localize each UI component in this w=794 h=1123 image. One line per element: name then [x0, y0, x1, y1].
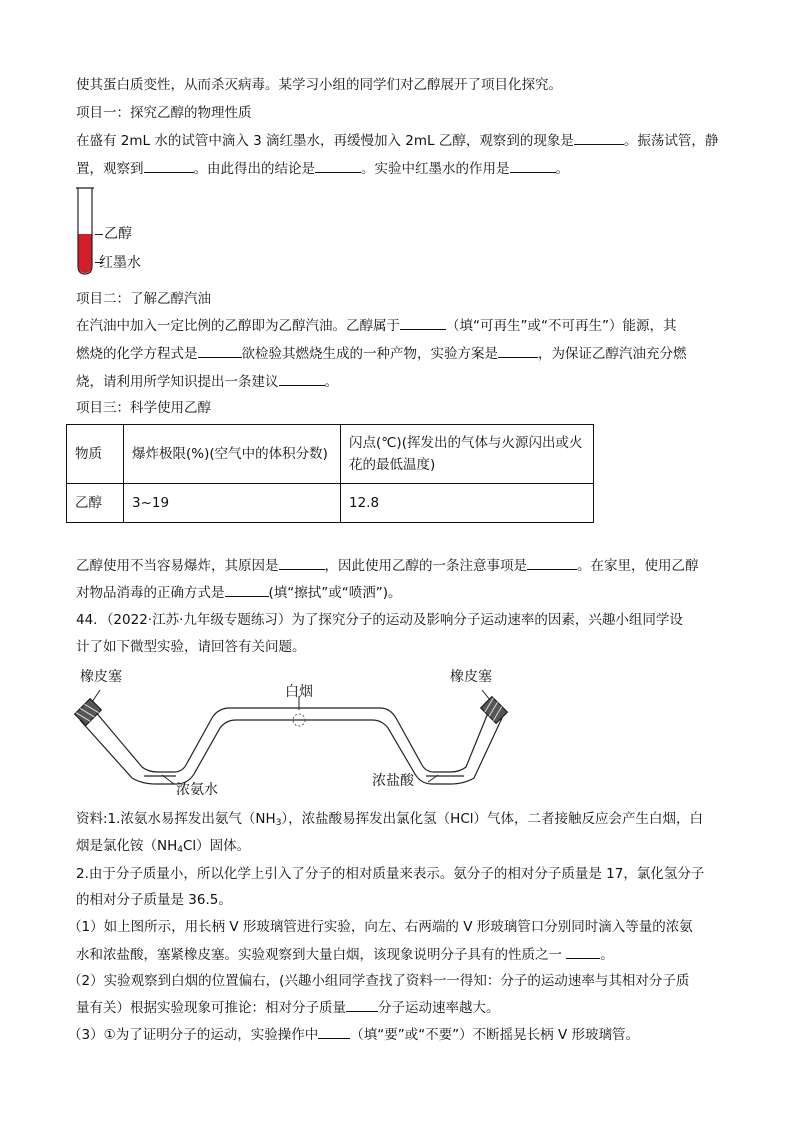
table-cell: 乙醇 — [67, 484, 124, 523]
text: 。由此得出的结论是 — [193, 161, 315, 177]
text: 。在家里，使用乙醇 — [577, 558, 699, 574]
label-ethanol: 乙醇 — [104, 226, 132, 242]
table-cell: 12.8 — [341, 484, 594, 523]
question-44-line-2: 计了如下微型实验，请回答有关问题。 — [76, 639, 306, 655]
answer-blank[interactable] — [279, 371, 325, 386]
info-line-2 — [76, 836, 250, 860]
text: 分子运动速率越大。 — [378, 1000, 500, 1016]
text: 在盛有 2mL 水的试管中滴入 3 滴红墨水，再缓慢加入 2mL 乙醇，观察到的现象是 — [76, 133, 574, 149]
text: （填“要”或“不要”）不断摇晃长柄 V 形玻璃管。 — [350, 1027, 639, 1043]
label-ammonia: 浓氨水 — [176, 782, 218, 798]
project-1-title: 项目一：探究乙醇的物理性质 — [76, 105, 252, 121]
text: 资料:1.浓氨水易挥发出氨气（NH — [76, 811, 276, 827]
paragraph-p2 — [76, 130, 718, 151]
text: 在汽油中加入一定比例的乙醇即为乙醇汽油。乙醇属于 — [76, 318, 400, 334]
table-cell: 闪点(℃)(挥发出的气体与火源闪出或火花的最低温度) — [341, 425, 594, 484]
text: 。 — [555, 161, 569, 177]
table-cell: 爆炸极限(%)(空气中的体积分数) — [124, 425, 341, 484]
pointer-line — [95, 234, 103, 235]
answer-blank[interactable] — [400, 315, 446, 330]
question-44-line-1: 44．（2022·江苏·九年级专题练习）为了探究分子的运动及影响分子运动速率的因素，兴趣小组同学设 — [76, 612, 683, 628]
text: 对物品消毒的正确方式是 — [76, 585, 225, 601]
question-2-line-2 — [76, 997, 500, 1018]
answer-blank[interactable] — [315, 158, 361, 173]
project-3-title: 项目三：科学使用乙醇 — [76, 400, 211, 416]
text: Cl）固体。 — [182, 838, 251, 854]
text: (填“擦拭”或“喷洒”)。 — [268, 585, 402, 601]
text: 。振荡试管，静 — [623, 133, 719, 149]
paragraph-p7 — [76, 555, 699, 576]
stopper-left — [75, 699, 102, 726]
answer-blank[interactable] — [318, 1024, 350, 1039]
answer-blank[interactable] — [279, 555, 325, 570]
paragraph-p3 — [76, 158, 569, 179]
paragraph-p8 — [76, 582, 402, 603]
text: （填“可再生”或“不可再生”）能源，其 — [446, 318, 677, 334]
answer-blank[interactable] — [498, 343, 538, 358]
label-stopper-right: 橡皮塞 — [450, 669, 492, 685]
text: 。 — [600, 947, 614, 963]
text: 置，观察到 — [76, 161, 144, 177]
stopper-right — [481, 697, 508, 724]
question-3-line-1 — [68, 1024, 639, 1045]
v-tube-inner — [94, 708, 490, 772]
text: 水和浓盐酸，塞紧橡皮塞。实验观察到大量白烟，该现象说明分子具有的性质之一 — [76, 947, 562, 963]
answer-blank[interactable] — [574, 130, 624, 145]
question-1-line-1: （1）如上图所示，用长柄 V 形玻璃管进行实验，向左、右两端的 V 形玻璃管口分别同时滴入等量的浓氨 — [68, 919, 693, 935]
test-tube-figure — [74, 186, 96, 276]
answer-blank[interactable] — [198, 343, 242, 358]
text: 量有关）根据实验现象可推论：相对分子质量 — [76, 1000, 346, 1016]
label-hcl: 浓盐酸 — [372, 773, 414, 789]
label-red-ink: 红墨水 — [99, 255, 141, 271]
ethanol-properties-table — [66, 424, 594, 523]
text: 。实验中红墨水的作用是 — [361, 161, 510, 177]
text: ，为保证乙醇汽油充分燃 — [538, 346, 687, 362]
text: ，因此使用乙醇的一条注意事项是 — [324, 558, 527, 574]
answer-blank[interactable] — [225, 582, 269, 597]
answer-blank[interactable] — [144, 158, 194, 173]
table-cell: 物质 — [67, 425, 124, 484]
info-line-1 — [76, 809, 703, 833]
text: 乙醇使用不当容易爆炸，其原因是 — [76, 558, 279, 574]
question-2-line-1: （2）实验观察到白烟的位置偏右，(兴趣小组同学查找了资料一一得知：分子的运动速率与其相对分子质 — [68, 973, 690, 989]
text: ），浓盐酸易挥发出氯化氢（HCl）气体，二者接触反应会产生白烟，白 — [281, 811, 703, 827]
question-1-line-2 — [76, 944, 614, 965]
text: 欲检验其燃烧生成的一种产物，实验方案是 — [241, 346, 498, 362]
info-line-4: 的相对分子质量是 36.5。 — [76, 892, 232, 908]
project-2-title: 项目二：了解乙醇汽油 — [76, 291, 211, 307]
table-cell: 3~19 — [124, 484, 341, 523]
text: 烧，请利用所学知识提出一条建议 — [76, 374, 279, 390]
label-white-smoke: 白烟 — [285, 684, 313, 700]
pointer-lines — [92, 690, 490, 784]
paragraph-p4 — [76, 315, 676, 336]
answer-blank[interactable] — [566, 944, 600, 959]
text: （3）①为了证明分子的运动，实验操作中 — [68, 1027, 319, 1043]
text: 燃烧的化学方程式是 — [76, 346, 198, 362]
table-row — [67, 484, 594, 523]
v-tube-outer — [80, 718, 502, 784]
paragraph-intro: 使其蛋白质变性，从而杀灭病毒。某学习小组的同学们对乙醇展开了项目化探究。 — [76, 77, 562, 93]
paragraph-p6 — [76, 371, 338, 392]
table-header-row — [67, 425, 594, 484]
answer-blank[interactable] — [346, 997, 378, 1012]
info-line-3: 2.由于分子质量小，所以化学上引入了分子的相对质量来表示。氨分子的相对分子质量是 17，氯化氢分子 — [76, 866, 705, 882]
subscript: 3 — [275, 818, 282, 828]
subscript: 4 — [177, 845, 183, 855]
tube-liquid — [79, 234, 92, 273]
answer-blank[interactable] — [510, 158, 556, 173]
answer-blank[interactable] — [527, 555, 577, 570]
label-stopper-left: 橡皮塞 — [80, 669, 122, 685]
text: 。 — [324, 374, 338, 390]
paragraph-p5 — [76, 343, 687, 364]
text: 烟是氯化铵（NH — [76, 838, 178, 854]
